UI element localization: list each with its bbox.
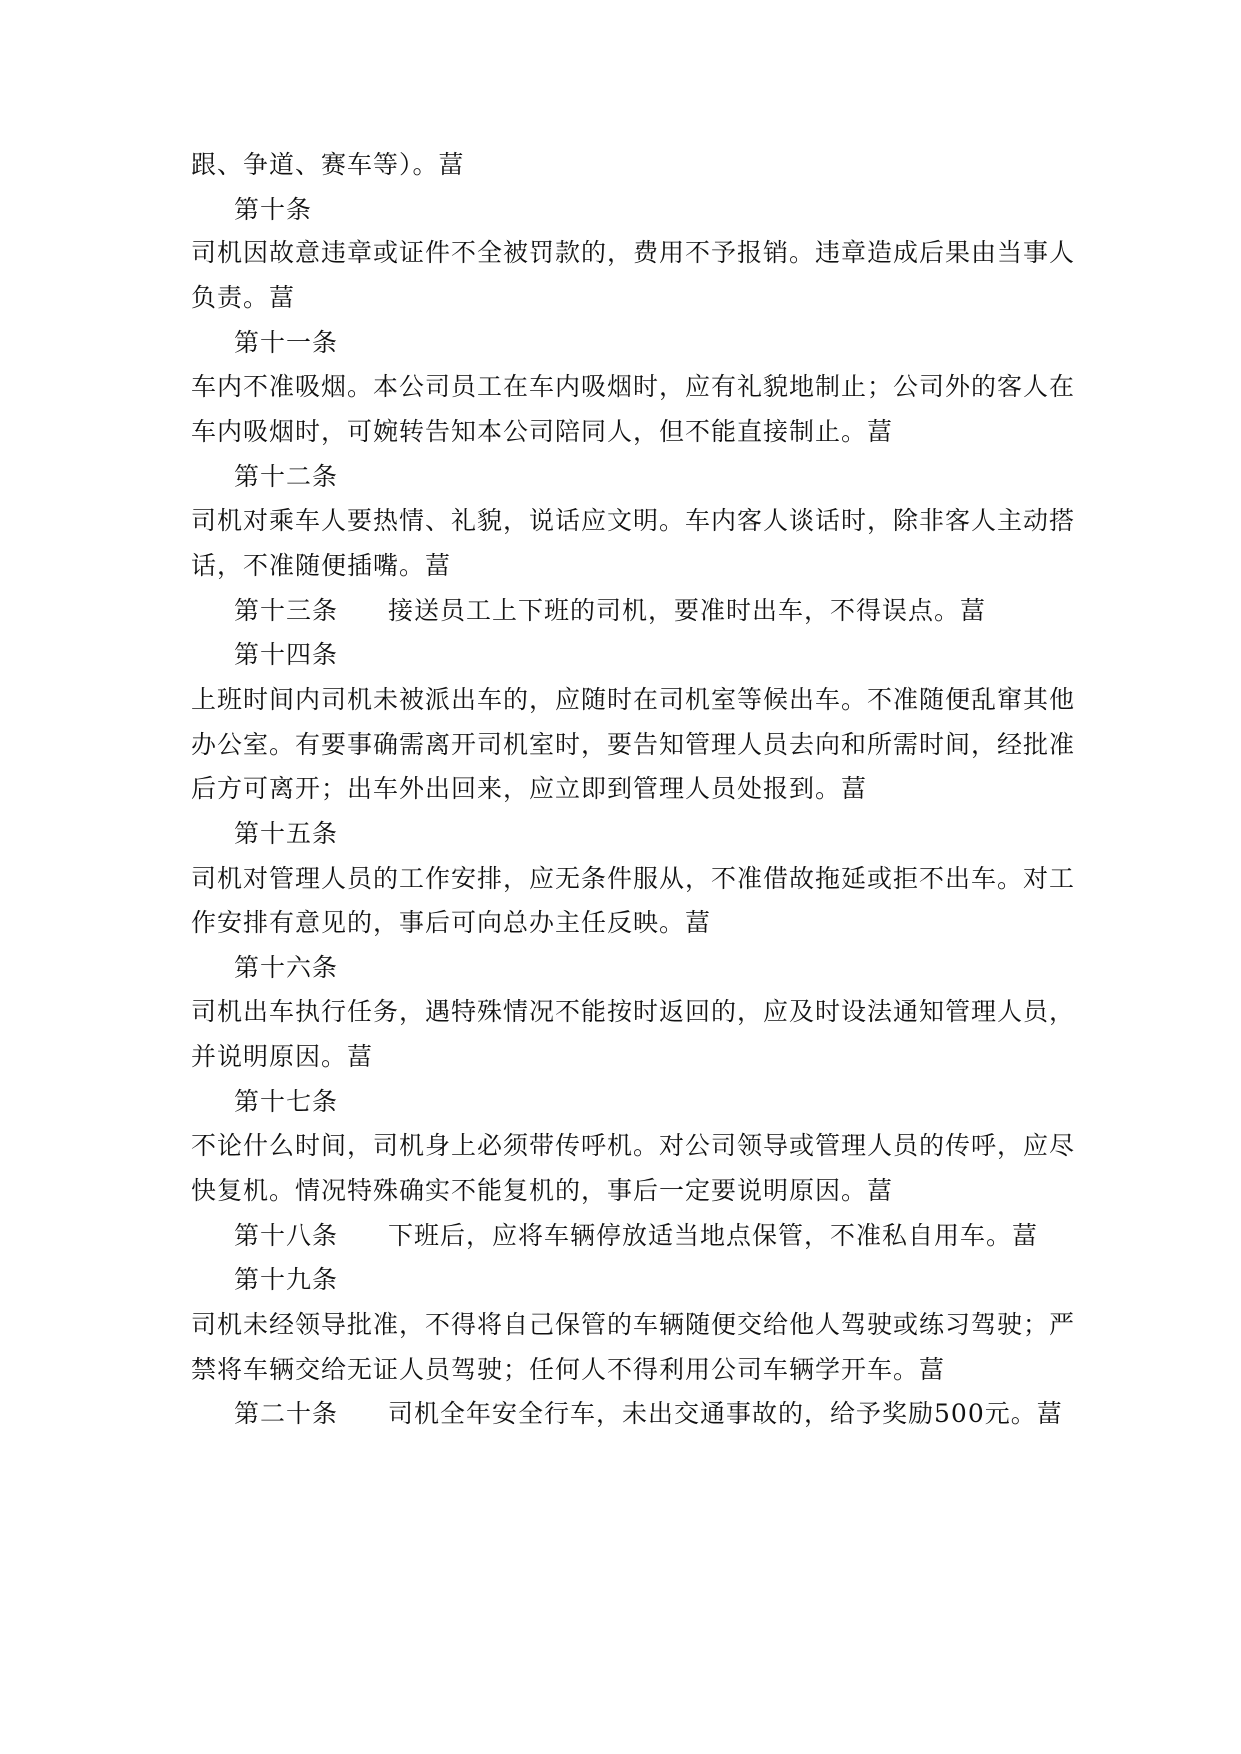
paragraph-line: 作安排有意见的，事后可向总办主任反映。葍 [191,908,712,937]
article-heading: 第十五条 [234,819,339,848]
paragraph-line: 司机出车执行任务，遇特殊情况不能按时返回的，应及时设法通知管理人员， [191,997,1076,1026]
paragraph-line: 并说明原因。葍 [191,1042,374,1071]
article-line [234,1397,1094,1431]
paragraph-line: 负责。葍 [191,283,296,312]
paragraph-line: 车内吸烟时，可婉转告知本公司陪同人，但不能直接制止。葍 [191,417,894,446]
paragraph-line: 禁将车辆交给无证人员驾驶；任何人不得利用公司车辆学开车。葍 [191,1355,946,1384]
article-line [234,594,1094,628]
paragraph-line: 上班时间内司机未被派出车的，应随时在司机室等候出车。不准随便乱窜其他 [191,685,1076,714]
article-heading: 第十一条 [234,328,339,357]
paragraph-line: 办公室。有要事确需离开司机室时，要告知管理人员去向和所需时间，经批准 [191,730,1076,759]
paragraph-line: 跟、争道、赛车等）。葍 [191,150,465,179]
article-heading: 第十条 [234,195,313,224]
paragraph-line: 话，不准随便插嘴。葍 [191,551,452,580]
article-heading: 第二十条 [234,1399,339,1428]
paragraph-line: 司机对乘车人要热情、礼貌，说话应文明。车内客人谈话时，除非客人主动搭 [191,506,1076,535]
article-heading: 第十四条 [234,640,339,669]
article-text: 接送员工上下班的司机，要准时出车，不得误点。葍 [388,596,987,625]
paragraph-line: 司机因故意违章或证件不全被罚款的，费用不予报销。违章造成后果由当事人 [191,238,1076,267]
article-heading: 第十六条 [234,953,339,982]
article-heading: 第十七条 [234,1087,339,1116]
paragraph-line: 车内不准吸烟。本公司员工在车内吸烟时，应有礼貌地制止；公司外的客人在 [191,372,1076,401]
paragraph-line: 后方可离开；出车外出回来，应立即到管理人员处报到。葍 [191,774,868,803]
article-heading: 第十八条 [234,1221,339,1250]
article-text: 司机全年安全行车，未出交通事故的，给予奖励500元。葍 [388,1399,1063,1428]
article-heading: 第十三条 [234,596,339,625]
paragraph-line: 司机对管理人员的工作安排，应无条件服从，不准借故拖延或拒不出车。对工 [191,864,1076,893]
paragraph-line: 不论什么时间，司机身上必须带传呼机。对公司领导或管理人员的传呼，应尽 [191,1131,1076,1160]
article-heading: 第十九条 [234,1265,339,1294]
article-text: 下班后，应将车辆停放适当地点保管，不准私自用车。葍 [388,1221,1039,1250]
paragraph-line: 快复机。情况特殊确实不能复机的，事后一定要说明原因。葍 [191,1176,894,1205]
paragraph-line: 司机未经领导批准，不得将自己保管的车辆随便交给他人驾驶或练习驾驶；严 [191,1310,1076,1339]
article-heading: 第十二条 [234,462,339,491]
article-line [234,1219,1094,1253]
